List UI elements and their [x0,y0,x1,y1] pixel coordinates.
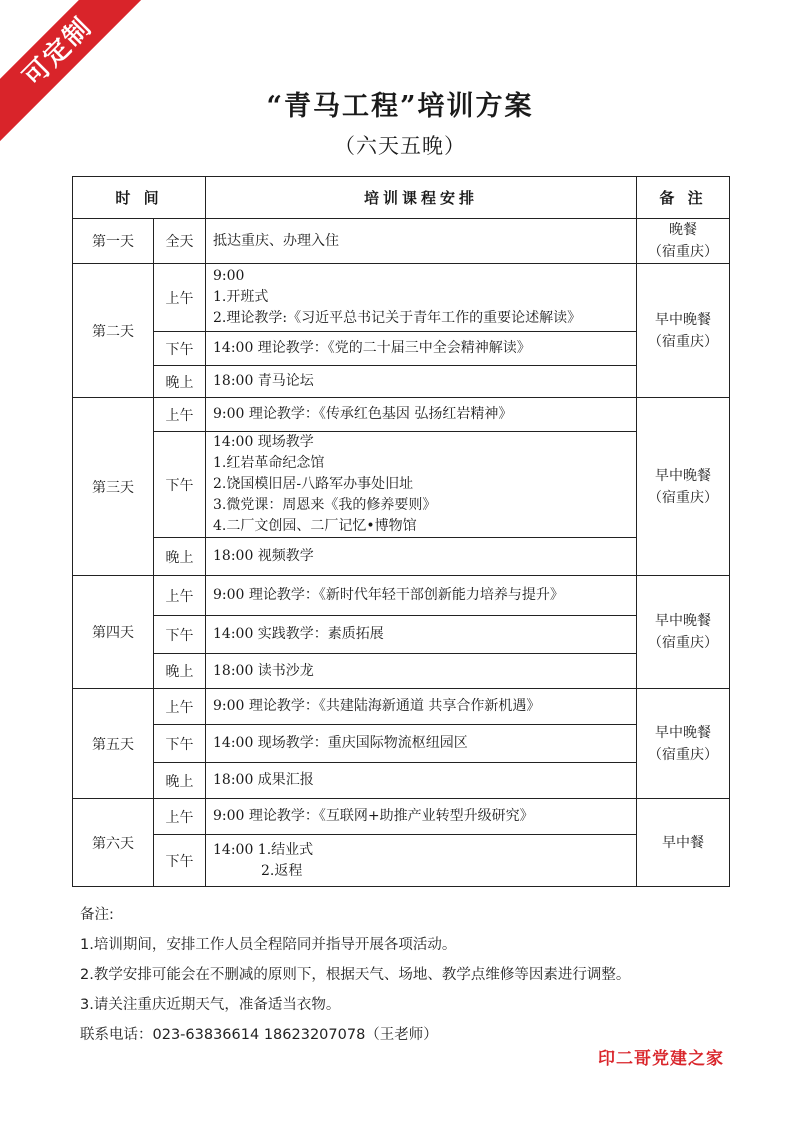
schedule-cell [206,538,637,576]
table-row [73,654,730,689]
day-cell: 第三天 [73,398,154,576]
meal-cell [637,576,730,689]
schedule-line: 18:00 青马论坛 [213,373,314,389]
schedule-cell [206,264,637,332]
schedule-cell [206,654,637,689]
schedule-line: 14:00 1.结业式 [213,841,314,858]
header-remarks: 备 注 [637,177,730,219]
schedule-cell [206,689,637,725]
table-row [73,538,730,576]
schedule-line: 9:00 [213,268,245,284]
meal-cell [637,398,730,576]
period-cell: 上午 [154,398,206,432]
schedule-line: 9:00 理论教学：《共建陆海新通道 共享合作新机遇》 [213,698,541,714]
page-title: “青马工程”培训方案 [266,91,534,122]
day-cell: 第六天 [73,799,154,887]
schedule-line: 1.开班式 [213,289,269,305]
schedule-cell [206,616,637,654]
period-cell: 晚上 [154,654,206,689]
schedule-line: 18:00 视频教学 [213,548,314,564]
meal-line: 早中餐 [662,834,705,851]
schedule-cell [206,725,637,763]
meal-cell [637,689,730,799]
schedule-line: 2.返程 [261,862,303,879]
customizable-ribbon: 可定制 [0,0,151,145]
schedule-line: 18:00 成果汇报 [213,772,314,788]
lodging-line: （宿重庆） [648,635,719,651]
schedule-cell [206,799,637,835]
period-cell: 全天 [154,219,206,264]
schedule-cell [206,398,637,432]
schedule-table [72,176,730,887]
table-row [73,398,730,432]
header-schedule: 培训课程安排 [206,177,637,219]
note-item: 3.请关注重庆近期天气，准备适当衣物。 [80,997,341,1013]
schedule-line: 14:00 现场教学：重庆国际物流枢纽园区 [213,735,468,751]
meal-cell [637,219,730,264]
schedule-cell [206,432,637,538]
schedule-line: 4.二厂文创园、二厂记忆•博物馆 [213,518,417,534]
day-cell: 第五天 [73,689,154,799]
schedule-line: 9:00 理论教学：《传承红色基因 弘扬红岩精神》 [213,406,513,422]
table-row [73,616,730,654]
table-row [73,689,730,725]
schedule-cell [206,366,637,398]
table-row [73,366,730,398]
lodging-line: （宿重庆） [648,244,719,260]
table-row [73,219,730,264]
schedule-cell [206,332,637,366]
table-row [73,332,730,366]
meal-line: 早中晚餐 [655,311,712,328]
table-row [73,799,730,835]
period-cell: 上午 [154,689,206,725]
lodging-line: （宿重庆） [648,333,719,350]
note-item: 2.教学安排可能会在不删减的原则下，根据天气、场地、教学点维修等因素进行调整。 [80,967,631,983]
period-cell: 晚上 [154,763,206,799]
period-cell: 晚上 [154,538,206,576]
schedule-line: 14:00 实践教学：素质拓展 [213,626,384,642]
schedule-line: 14:00 理论教学：《党的二十届三中全会精神解读》 [213,340,531,356]
meal-line: 晚餐 [669,222,698,238]
schedule-line: 3.微党课：周恩来《我的修养要则》 [213,497,437,513]
meal-cell [637,799,730,887]
period-cell: 下午 [154,332,206,366]
period-cell: 上午 [154,799,206,835]
period-cell: 上午 [154,576,206,616]
period-cell: 晚上 [154,366,206,398]
table-row [73,264,730,332]
header-time: 时 间 [73,177,206,219]
contact-line: 联系电话：023-63836614 18623207078（王老师） [80,1027,438,1043]
table-row [73,432,730,538]
schedule-line: 2.饶国模旧居-八路军办事处旧址 [213,476,414,492]
schedule-line: 18:00 读书沙龙 [213,662,314,679]
meal-line: 早中晚餐 [655,724,712,741]
notes-section [80,900,630,1050]
lodging-line: （宿重庆） [648,746,719,763]
table-header-row [73,177,730,219]
schedule-line: 14:00 现场教学 [213,434,314,450]
schedule-cell [206,835,637,887]
schedule-line: 9:00 理论教学：《互联网+助推产业转型升级研究》 [213,808,534,824]
schedule-cell [206,576,637,616]
schedule-cell [206,219,637,264]
notes-heading: 备注: [80,907,114,923]
schedule-line: 9:00 理论教学：《新时代年轻干部创新能力培养与提升》 [213,587,564,603]
brand-signature: 印二哥党建之家 [598,1049,724,1069]
period-cell: 上午 [154,264,206,332]
table-row [73,576,730,616]
table-row [73,725,730,763]
meal-line: 早中晚餐 [655,613,712,629]
schedule-line: 2.理论教学:《习近平总书记关于青年工作的重要论述解读》 [213,310,582,326]
table-row [73,835,730,887]
day-cell: 第二天 [73,264,154,398]
schedule-line: 1.红岩革命纪念馆 [213,455,325,471]
meal-cell [637,264,730,398]
meal-line: 早中晚餐 [655,467,712,484]
period-cell: 下午 [154,725,206,763]
page-subtitle: （六天五晚） [334,134,466,158]
day-cell: 第一天 [73,219,154,264]
period-cell: 下午 [154,835,206,887]
note-item: 1.培训期间，安排工作人员全程陪同并指导开展各项活动。 [80,937,457,953]
schedule-cell [206,763,637,799]
lodging-line: （宿重庆） [648,489,719,506]
table-row [73,763,730,799]
period-cell: 下午 [154,432,206,538]
schedule-line: 抵达重庆、办理入住 [213,232,340,249]
period-cell: 下午 [154,616,206,654]
day-cell: 第四天 [73,576,154,689]
